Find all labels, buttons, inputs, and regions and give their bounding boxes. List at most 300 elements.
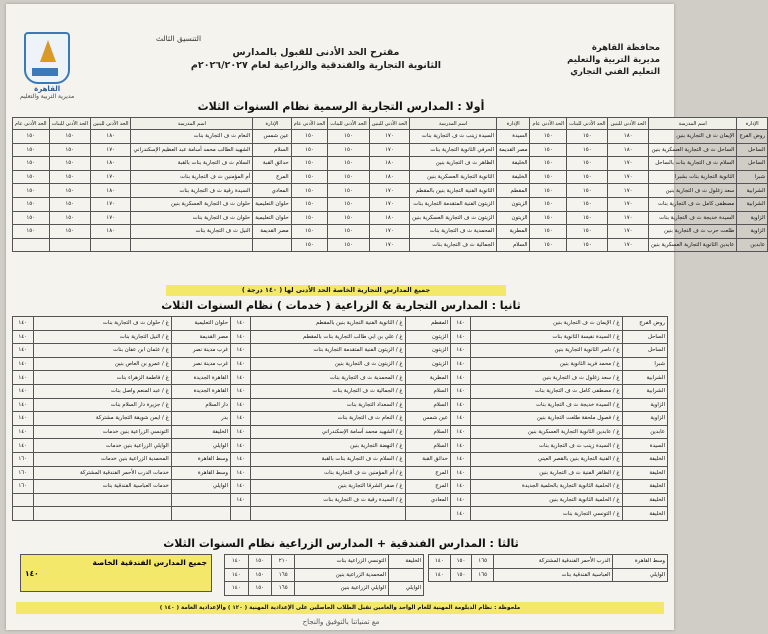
school-cell [33,507,171,521]
district-cell: المعادي [253,184,291,198]
school-cell: القاهرة الجديدة [171,371,230,385]
score-cell: ١٥٠ [328,143,369,157]
score-cell [13,238,50,252]
score-cell: ١٥٠ [530,170,567,184]
table-row [13,507,668,521]
school-cell: مصطفى كامل ث ف التجارية بنات [648,197,736,211]
school-cell: الحرفي الثانوية التجارية بنات [410,143,497,157]
district-cell: عابدين [737,238,768,252]
score-cell: ١٧٠ [608,184,648,198]
section1-table [12,117,768,252]
score-cell: ١٤٠ [13,384,34,398]
column-header: الحد الأدنى للبنات [567,118,608,130]
school-cell [131,238,253,252]
score-cell: ١٥٠ [328,238,369,252]
score-cell: ١٤٠ [450,398,470,412]
school-cell: السلام ث ف التجارية بنات بالساحل [648,157,736,171]
school-cell: حلوان ث ف التجارية بنات [131,211,253,225]
score-cell: ١٥٠ [328,184,369,198]
score-cell: ١٥٠ [328,170,369,184]
column-header: اسم المدرسة [131,118,253,130]
score-cell: ١٥٠ [248,582,271,596]
score-cell: ١٥٠ [291,170,328,184]
school-cell: المحمدية ث ف التجارية بنات [410,225,497,239]
school-cell: غ / الثانوية الفنية التجارية بنين بالمقطم [251,317,405,331]
score-cell: ١٧٠ [608,197,648,211]
table-row [13,330,668,344]
score-cell: ١٧٠ [608,157,648,171]
district-cell: السلام [253,143,291,157]
column-header: الحد الأدنى للبنين [90,118,130,130]
private-hotel-box [20,554,212,592]
cairo-logo-icon [24,32,70,84]
table-row [13,130,768,144]
score-cell: ٢١٠ [271,555,294,569]
score-cell: ١٥٠ [49,211,90,225]
table-row [13,371,668,385]
title-line-1: مقترح الحد الأدنى للقبول بالمدارس [232,47,400,58]
school-cell: السلام [405,384,450,398]
score-cell: ١٥٠ [291,211,328,225]
score-cell: ١٧٠ [608,211,648,225]
school-cell: الوايلي [171,439,230,453]
score-cell: ١٤٠ [231,344,251,358]
score-cell [90,238,130,252]
score-cell: ١٤٠ [450,412,470,426]
directorate-line: مديرية التربية والتعليم [567,55,660,65]
score-cell: ١٥٠ [248,568,271,582]
score-cell: ١٤٠ [231,493,251,507]
score-cell: ١٤٠ [13,330,34,344]
score-cell: ١٤٠ [429,555,451,569]
score-cell: ١٧٠ [369,184,409,198]
score-cell: ١٤٠ [429,568,451,582]
footer-note: ملحوظة : نظام الدبلومة المهنية للعام الواحد والعامين تقبل الطلاب الحاصلين على الإعدادية المهنية ( ١٢٠ ) والإعدادية العامة ( ١٤٠ ) [16,602,664,614]
score-cell: ١٥٠ [49,184,90,198]
score-cell: ١٦٠ [13,466,34,480]
school-cell: روض الفرج [622,317,667,331]
score-cell: ١٦٥ [472,555,494,569]
score-cell: ١٤٠ [13,439,34,453]
school-cell [171,507,230,521]
score-cell: ١٤٠ [450,371,470,385]
score-cell: ١٥٠ [567,143,608,157]
score-cell: ١٨٠ [90,184,130,198]
school-cell: الزيتون [405,344,450,358]
school-cell: غ / السعداد التجارية بنات [251,398,405,412]
district-cell: الزاوية [737,225,768,239]
school-cell: الخليفة [622,480,667,494]
score-cell [49,238,90,252]
school-cell: وسط القاهرة [613,555,668,569]
school-cell: المعادي [405,493,450,507]
school-cell: السيدة رقية ث ف التجارية بنات [131,184,253,198]
school-cell: الوايلي [613,568,668,582]
school-cell: السيدة زينب ث ف التجارية بنات [410,130,497,144]
score-cell: ١٥٠ [291,130,328,144]
table-row [13,357,668,371]
section1-title: أولا : المدارس التجارية الرسمية نظام السنوات الثلاث [197,100,485,113]
school-cell: الوايلي الزراعية بنين خدمات [33,439,171,453]
table-row [429,568,668,582]
school-cell: السيدة خديجة ث ف التجارية بنات [648,211,736,225]
school-cell: غ / مصطفى كامل ث ف التجارية بنات [471,384,622,398]
school-cell: الوايلي [389,582,424,596]
column-header: الحد الأدنى عام [291,118,328,130]
school-cell: الخليفة [622,466,667,480]
score-cell: ١٤٠ [231,425,251,439]
score-cell: ١٤٠ [13,371,34,385]
score-cell: ١٦٥ [472,568,494,582]
score-cell: ١٨٠ [90,225,130,239]
school-cell: غ / الفنية التجارية بنين بالقصر العيني [471,452,622,466]
school-cell: الساحل [622,344,667,358]
school-cell: الشرابية [622,371,667,385]
district-cell: الساحل [737,157,768,171]
school-cell: غ / عثمان ابن عفان بنات [33,344,171,358]
table-row [13,480,668,494]
district-cell: حلوان التعليمية [253,197,291,211]
district-cell: الزيتون [497,197,530,211]
score-cell: ١٤٠ [231,480,251,494]
score-cell: ١٥٠ [567,197,608,211]
score-cell: ١٥٠ [530,238,567,252]
school-cell: السلام ث ف التجارية بنات بالقبة [131,157,253,171]
column-header: اسم المدرسة [648,118,736,130]
score-cell [231,507,251,521]
score-cell: ١٥٠ [291,184,328,198]
school-cell: المقطم [405,317,450,331]
score-cell: ١٤٠ [231,466,251,480]
score-cell: ١٧٠ [369,225,409,239]
district-cell: عين شمس [253,130,291,144]
table-row [13,211,768,225]
district-cell: الزاوية [737,211,768,225]
score-cell: ١٤٠ [450,439,470,453]
school-cell: غ / الحلمية الثانوية التجارية بالحلمية الجديدة [471,480,622,494]
table-row [13,452,668,466]
table-row [13,143,768,157]
column-header: الإدارة [497,118,530,130]
table-row [13,493,668,507]
school-cell: التونسي الزراعية بنين خدمات [33,425,171,439]
school-cell: الوايلي [171,480,230,494]
column-header: الحد الأدنى عام [530,118,567,130]
school-cell: الشهيد الطالب محمد أسامة عبد العظيم الإسكندراني [131,143,253,157]
column-header: اسم المدرسة [410,118,497,130]
score-cell: ١٥٠ [291,238,328,252]
score-cell: ١٧٠ [90,197,130,211]
table-row [225,568,424,582]
column-header: الحد الأدنى عام [13,118,50,130]
school-cell: غ / ايمن شويقة التجارية مشتركة [33,412,171,426]
score-cell: ١٤٠ [450,357,470,371]
score-cell: ١٥٠ [567,211,608,225]
score-cell: ١٧٠ [90,143,130,157]
school-cell: خدمات الدرب الأحمر الفندقية المشتركة [33,466,171,480]
score-cell: ١٤٠ [450,507,470,521]
district-cell: روض الفرج [737,130,768,144]
section2-table [12,316,668,521]
score-cell: ١٤٠ [225,582,249,596]
score-cell: ١٥٠ [49,170,90,184]
section2-title: ثانيا : المدارس التجارية & الزراعية ( خدمات ) نظام السنوات الثلاث [161,299,521,312]
school-cell: الزاوية [622,398,667,412]
school-cell: غ / الزيتون الفنية المتقدمة التجارية بنات [251,344,405,358]
private-hotel-label: جميع المدارس الفندقية الخاصة [92,558,207,567]
score-cell: ١٤٠ [231,412,251,426]
district-cell: الساحل [737,143,768,157]
score-cell: ١٥٠ [530,211,567,225]
school-cell: غ / السيدة خديجة ث ف التجارية بنات [471,398,622,412]
score-cell: ١٥٠ [530,225,567,239]
district-cell: السلام [497,238,530,252]
school-cell: الساحل ث ف التجارية العسكرية بنين [648,143,736,157]
score-cell: ١٤٠ [231,371,251,385]
school-cell: أم المؤمنين ث ف التجارية بنات [131,170,253,184]
score-cell: ١٤٠ [450,425,470,439]
district-cell: شبرا [737,170,768,184]
school-cell: عين شمس [405,412,450,426]
district-cell: المطرية [497,225,530,239]
title-line-2: الثانوية التجارية والفندقية والزراعية لعام ٢٠٢٦/٢٠٢٧م [190,60,442,71]
school-cell: سعد زغلول ث ف التجارية بنين [648,184,736,198]
table-row [13,317,668,331]
school-cell: غ / فصول ملحقة طلعت التجارية بنين [471,412,622,426]
school-cell: غ / الزيتون ث ف التجارية بنين [251,357,405,371]
score-cell: ١٧٠ [608,225,648,239]
school-cell: غ / السيدة زينب ث ف التجارية بنات [471,439,622,453]
column-header: الإدارة [737,118,768,130]
score-cell: ١٥٠ [49,143,90,157]
district-cell: المرج [253,170,291,184]
score-cell: ١٨٠ [608,130,648,144]
school-cell: غرب مدينة نصر [171,357,230,371]
school-cell: غ / عمرو بن العاص بنين [33,357,171,371]
score-cell: ١٥٠ [530,184,567,198]
table-row [13,157,768,171]
table-row [13,398,668,412]
score-cell: ١٥٠ [450,555,472,569]
school-cell [389,568,424,582]
school-cell: الثانوية التجارية العسكرية بنين [410,170,497,184]
school-cell: القاهرة الجديدة [171,384,230,398]
score-cell: ١٥٠ [530,143,567,157]
score-cell [13,507,34,521]
school-cell: الدرب الأحمر الفندقية المشتركة [494,555,613,569]
school-cell: غ / المحمدية ث ف التجارية بنات [251,371,405,385]
school-cell: الزيتون [405,357,450,371]
score-cell: ١٤٠ [231,317,251,331]
school-cell: غ / النهضة التجارية بنين [251,439,405,453]
score-cell: ١٥٠ [13,157,50,171]
score-cell: ١٥٠ [530,157,567,171]
school-cell: الساحل [622,330,667,344]
school-cell: حدائق القبة [405,452,450,466]
table-row [13,466,668,480]
score-cell: ١٥٠ [13,225,50,239]
score-cell: ١٧٠ [608,238,648,252]
table-row [13,184,768,198]
school-cell: الخليفة [622,493,667,507]
school-cell: غ / السيدة نفيسة الثانوية بنات [471,330,622,344]
score-cell: ١٤٠ [231,398,251,412]
district-cell: المقطم [497,184,530,198]
department-line: التعليم الفني التجاري [570,67,660,77]
school-cell: الظاهر ث ف التجارية بنين [410,157,497,171]
score-cell: ١٧٠ [90,170,130,184]
school-cell: المحمدية الزراعية بنين خدمات [33,452,171,466]
school-cell: المطرية [405,371,450,385]
district-cell: السيدة [497,130,530,144]
score-cell: ١٥٠ [49,130,90,144]
score-cell: ١٥٠ [291,143,328,157]
school-cell: غ / محمد فريد الثانوية بنين [471,357,622,371]
score-cell: ١٥٠ [13,211,50,225]
school-cell: الزيتون ث ف التجارية العسكرية بنين [410,211,497,225]
school-cell [405,507,450,521]
score-cell: ١٥٠ [567,238,608,252]
score-cell: ١٥٠ [49,157,90,171]
score-cell: ١٤٠ [231,452,251,466]
school-cell [171,493,230,507]
school-cell: الزاوية [622,412,667,426]
school-cell: المحمدية الزراعية بنين [295,568,389,582]
school-cell: خدمات العباسية الفندقية بنات [33,480,171,494]
score-cell: ١٧٠ [90,211,130,225]
table-row [429,555,668,569]
school-cell: شبرا [622,357,667,371]
school-cell: الإيمان ث ف التجارية بنين [648,130,736,144]
school-cell: غ / السلام ث ف التجارية بنات بالقبة [251,452,405,466]
governorate-line: محافظة القاهرة [591,43,660,53]
district-cell: الخليفة [497,157,530,171]
score-cell: ١٤٠ [450,330,470,344]
score-cell: ١٥٠ [49,225,90,239]
school-cell: غ / النيل التجارية بنات [33,330,171,344]
school-cell: غ / أم المؤمنين ث ف التجارية بنات [251,466,405,480]
score-cell [13,493,34,507]
district-cell: حدائق القبة [253,157,291,171]
table-row [13,384,668,398]
score-cell: ١٥٠ [567,225,608,239]
coordination-label: التنسيق الثالث [156,34,202,43]
logo-text: القاهرة [34,85,61,93]
school-cell: الثانوية التجارية بنات بشبرا [648,170,736,184]
school-cell: النعام ث ف التجارية بنات [131,130,253,144]
school-cell: عابدين الثانوية التجارية العسكرية بنين [648,238,736,252]
district-cell: الخليفة [497,170,530,184]
school-cell: الخليفة [622,452,667,466]
score-cell: ١٤٠ [13,398,34,412]
score-cell: ١٧٠ [369,197,409,211]
school-cell: غ / الحلمية الثانوية التجارية بنين [471,493,622,507]
score-cell: ١٤٠ [450,344,470,358]
school-cell: الوايلي الزراعية بنين [295,582,389,596]
score-cell: ١٤٠ [231,330,251,344]
table-row [13,439,668,453]
district-cell: الزيتون [497,211,530,225]
school-cell: غ / ناصر الثانوية التجارية بنين [471,344,622,358]
footer-bottom: مع تمنياتنا بالتوفيق والنجاح [302,618,380,626]
score-cell: ١٥٠ [567,130,608,144]
table-row [13,197,768,211]
score-cell: ١٤٠ [450,317,470,331]
school-cell: وسط القاهرة [171,452,230,466]
score-cell: ١٤٠ [231,439,251,453]
logo-block [20,32,74,100]
school-cell: النيل ث ف التجارية بنات [131,225,253,239]
school-cell: غ / حلوان ث ف التجارية بنات [33,317,171,331]
school-cell: عابدين [622,425,667,439]
school-cell: المرج [405,466,450,480]
table-header-row [13,118,768,130]
score-cell: ١٤٠ [450,452,470,466]
score-cell: ١٨٠ [369,211,409,225]
school-cell: غ / جزيرة دار السلام بنات [33,398,171,412]
school-cell: الخليفة [171,425,230,439]
school-cell: غ / عبد المنعم واصل بنات [33,384,171,398]
score-cell: ١٥٠ [530,197,567,211]
score-cell: ١٥٠ [291,157,328,171]
score-cell: ١٥٠ [49,197,90,211]
column-header: الحد الأدنى للبنين [608,118,648,130]
ministry-header [567,42,660,78]
table-row [13,225,768,239]
score-cell: ١٤٠ [225,555,249,569]
district-cell: حلوان التعليمية [253,211,291,225]
school-cell: غ / النعام ث ف التجارية بنات [251,412,405,426]
school-cell: طلعت حرب ث ف التجارية بنين [648,225,736,239]
score-cell: ١٥٠ [450,568,472,582]
school-cell: غ / التونسي التجارية بنات [471,507,622,521]
school-cell: غ / الظاهر الفنية ث ف التجارية بنين [471,466,622,480]
school-cell: غ / سعد زغلول ث ف التجارية بنين [471,371,622,385]
logo-subtext: مديرية التربية والتعليم [20,93,75,100]
score-cell: ١٧٠ [369,238,409,252]
school-cell: غ / عابدين الثانوية التجارية العسكرية بنين [471,425,622,439]
column-header: الإدارة [253,118,291,130]
table-row [13,170,768,184]
score-cell: ١٥٠ [291,225,328,239]
school-cell: العباسية الفندقية بنات [494,568,613,582]
score-cell: ١٨٠ [369,157,409,171]
school-cell: الثانوية الفنية التجارية بنين بالمقطم [410,184,497,198]
score-cell: ١٥٠ [530,130,567,144]
column-header: الحد الأدنى للبنات [49,118,90,130]
score-cell: ١٥٠ [567,157,608,171]
score-cell: ١٥٠ [567,184,608,198]
score-cell: ١٥٠ [328,211,369,225]
school-cell [251,507,405,521]
score-cell: ١٥٠ [328,130,369,144]
score-cell: ١٤٠ [450,493,470,507]
score-cell: ١٤٠ [231,357,251,371]
school-cell: الزيتون [405,330,450,344]
district-cell: الشرابية [737,197,768,211]
score-cell: ١٦٠ [13,480,34,494]
score-cell: ١٧٠ [608,170,648,184]
column-header: الحد الأدنى للبنات [328,118,369,130]
district-cell: الشرابية [737,184,768,198]
score-cell: ١٨٠ [90,157,130,171]
school-cell: وسط القاهرة [171,466,230,480]
school-cell: الخليفة [622,507,667,521]
school-cell: السلام [405,439,450,453]
document-sheet [6,4,766,630]
school-cell: مصر القديمة [171,330,230,344]
score-cell: ١٥٠ [328,197,369,211]
